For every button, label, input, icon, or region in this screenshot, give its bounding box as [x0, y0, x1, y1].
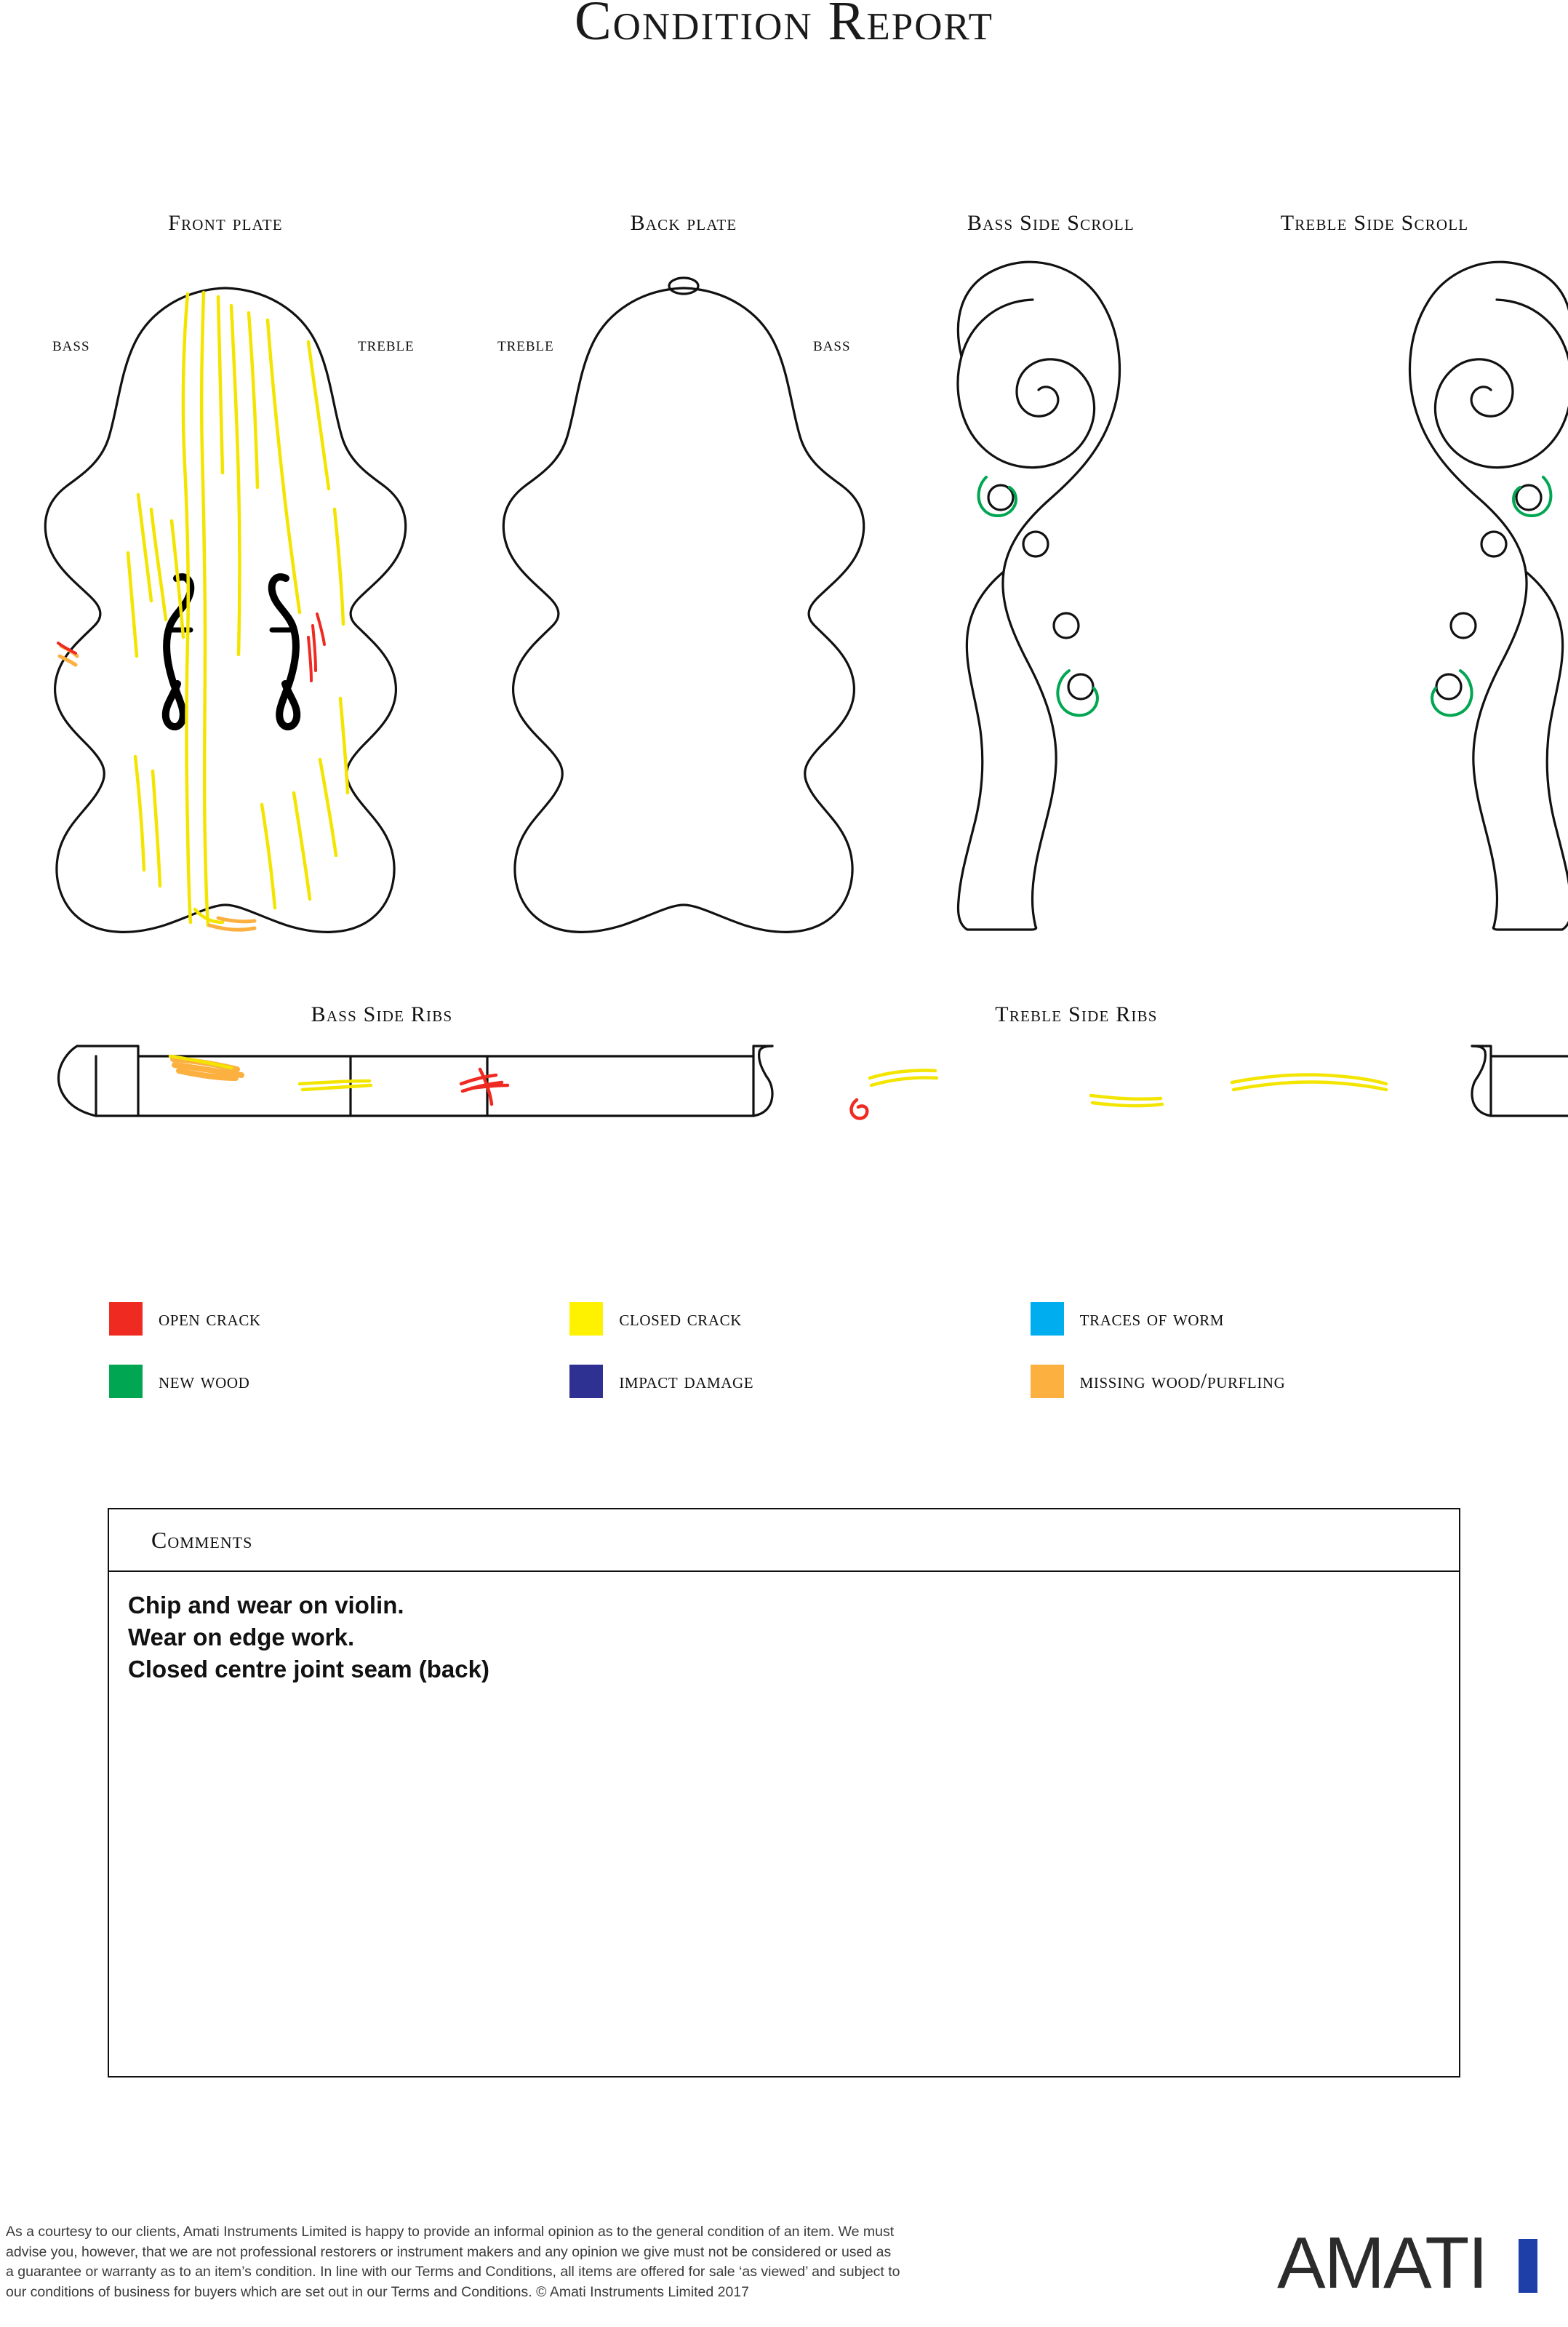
comments-box — [108, 1508, 1460, 2077]
caption-front-plate: Front plate — [168, 211, 283, 235]
legend-row-1 — [109, 1302, 1491, 1336]
front-plate-outline — [45, 288, 405, 932]
swatch-closed-crack — [569, 1302, 603, 1336]
page-title: Condition Report — [574, 0, 994, 52]
treble-side-scroll-outline — [1409, 262, 1568, 930]
comments-header-label: Comments — [151, 1526, 253, 1553]
bass-side-scroll-outline — [958, 262, 1119, 930]
comments-header — [109, 1509, 1459, 1572]
footer-line: advise you, however, that we are not professional restorers or instrument makers and any opinion we give must not be considered or used as — [6, 2243, 892, 2260]
legend-item-traces-of-worm — [1031, 1302, 1491, 1336]
damage-legend — [109, 1302, 1491, 1427]
legend-label-traces-of-worm: traces of worm — [1079, 1306, 1225, 1330]
footer-line: As a courtesy to our clients, Amati Instruments Limited is happy to provide an informal opinion as to the general condition of an item. We must — [6, 2224, 895, 2240]
legend-item-missing-wood — [1031, 1365, 1491, 1398]
front-plate-treble-label: TREBLE — [358, 339, 415, 354]
legend-item-impact-damage — [569, 1365, 1030, 1398]
comment-line: Closed centre joint seam (back) — [128, 1655, 489, 1683]
back-plate-treble-label: TREBLE — [497, 339, 554, 354]
back-plate-bass-label: BASS — [813, 339, 851, 354]
front-plate-damage-marks — [58, 292, 348, 930]
footer-line: a guarantee or warranty as to an item’s condition. In line with our Terms and Conditions, all items are offered for sale ‘as viewed’ and subject to — [6, 2264, 900, 2280]
legend-item-new-wood — [109, 1365, 569, 1398]
legend-label-closed-crack: closed crack — [619, 1306, 743, 1330]
back-plate-outline — [503, 278, 863, 932]
treble-side-ribs-outline — [1472, 1046, 1568, 1116]
bass-side-scroll-marks — [979, 477, 1097, 715]
caption-bass-side-ribs: Bass Side Ribs — [311, 1002, 453, 1026]
caption-treble-side-ribs: Treble Side Ribs — [995, 1002, 1158, 1026]
legend-label-impact-damage: impact damage — [619, 1369, 754, 1393]
amati-logo — [1263, 2226, 1568, 2313]
swatch-missing-wood — [1031, 1365, 1064, 1398]
footer-disclaimer — [6, 2222, 1169, 2303]
caption-bass-side-scroll: Bass Side Scroll — [967, 211, 1135, 235]
legend-item-closed-crack — [569, 1302, 1030, 1336]
swatch-open-crack — [109, 1302, 143, 1336]
comments-body[interactable] — [109, 1572, 1459, 1685]
footer-line: our conditions of business for buyers which are set out in our Terms and Conditions. © Amati Instruments Limited 2017 — [6, 2284, 750, 2301]
legend-item-open-crack — [109, 1302, 569, 1336]
legend-label-new-wood: new wood — [159, 1369, 250, 1393]
swatch-new-wood — [109, 1365, 143, 1398]
comment-line: Wear on edge work. — [128, 1623, 355, 1651]
amati-logo-bar — [1519, 2239, 1537, 2293]
amati-logo-text: AMATI — [1277, 2226, 1487, 2304]
swatch-impact-damage — [569, 1365, 603, 1398]
legend-label-open-crack: open crack — [159, 1306, 261, 1330]
swatch-traces-of-worm — [1031, 1302, 1064, 1336]
treble-side-ribs-marks — [852, 1070, 1386, 1118]
bass-side-ribs-outline — [58, 1046, 772, 1116]
bass-side-scroll-pegs — [988, 485, 1093, 699]
legend-label-missing-wood: missing wood/purfling — [1079, 1369, 1286, 1393]
comment-line: Chip and wear on violin. — [128, 1592, 404, 1618]
bass-side-ribs-marks — [170, 1056, 508, 1104]
caption-back-plate: Back plate — [630, 211, 737, 235]
front-plate-bass-label: BASS — [52, 339, 90, 354]
caption-treble-side-scroll: Treble Side Scroll — [1280, 211, 1469, 235]
legend-row-2 — [109, 1365, 1491, 1398]
